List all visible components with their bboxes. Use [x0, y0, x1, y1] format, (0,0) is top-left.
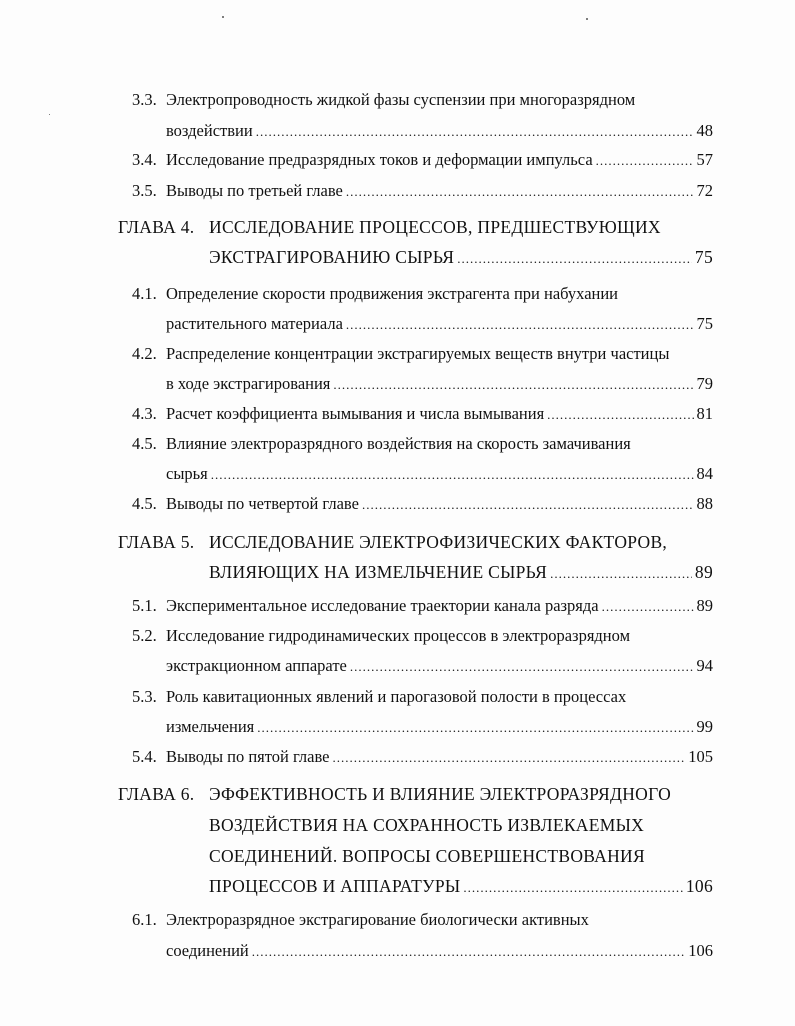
- page-number: 48: [696, 121, 713, 140]
- toc-entry-6-1-title-cont: соединений: [166, 941, 249, 960]
- chapter-6-entry[interactable]: [209, 875, 713, 899]
- chapter-4-label: ГЛАВА 4.: [118, 217, 195, 237]
- chapter-5-label: ГЛАВА 5.: [118, 532, 195, 552]
- toc-entry-4-5b[interactable]: [166, 494, 713, 515]
- toc-entry-4-1-number: 4.1.: [132, 284, 157, 303]
- toc-entry-5-2-title: Исследование гидродинамических процессов в электроразрядном: [166, 626, 631, 645]
- toc-entry-5-1-title: Экспериментальное исследование траектории канала разряда: [166, 596, 599, 615]
- page-number: 106: [688, 941, 713, 960]
- toc-entry-3-4[interactable]: [166, 150, 713, 171]
- toc-entry-3-5[interactable]: [166, 181, 713, 202]
- chapter-6-label: ГЛАВА 6.: [118, 784, 195, 804]
- toc-entry-6-1-number: 6.1.: [132, 910, 157, 929]
- dot-leader: [211, 465, 694, 485]
- toc-entry-4-5a-number: 4.5.: [132, 434, 157, 453]
- toc-entry-5-1[interactable]: [166, 596, 713, 617]
- toc-entry-5-3[interactable]: [166, 717, 713, 738]
- dot-leader: [550, 563, 692, 585]
- dot-leader: [256, 122, 694, 142]
- dot-leader: [252, 942, 686, 962]
- chapter-4-title-cont: ЭКСТРАГИРОВАНИЮ СЫРЬЯ: [209, 247, 455, 267]
- toc-entry-5-2[interactable]: [166, 656, 713, 677]
- toc-entry-4-5a-title-cont: сырья: [166, 464, 208, 483]
- dot-leader: [332, 748, 685, 768]
- page-number: 99: [696, 717, 713, 736]
- page-number: 84: [696, 464, 713, 483]
- dot-leader: [463, 877, 682, 899]
- toc-entry-5-4[interactable]: [166, 747, 713, 768]
- toc-entry-4-1[interactable]: [166, 314, 713, 335]
- toc-entry-3-3-title: Электропроводность жидкой фазы суспензии при многоразрядном: [166, 90, 636, 109]
- scan-speck: [49, 114, 50, 115]
- page-number: 72: [696, 181, 713, 200]
- toc-entry-5-4-title: Выводы по пятой главе: [166, 747, 330, 766]
- dot-leader: [547, 405, 693, 425]
- page-number: 106: [685, 876, 713, 896]
- toc-entry-3-5-title: Выводы по третьей главе: [166, 181, 343, 200]
- toc-entry-3-4-number: 3.4.: [132, 150, 157, 169]
- toc-entry-5-2-title-cont: экстракционном аппарате: [166, 656, 347, 675]
- chapter-5-entry[interactable]: [209, 561, 713, 585]
- toc-entry-5-4-number: 5.4.: [132, 747, 157, 766]
- chapter-5-title-cont: ВЛИЯЮЩИХ НА ИЗМЕЛЬЧЕНИЕ СЫРЬЯ: [209, 562, 548, 582]
- toc-entry-5-3-title-cont: измельчения: [166, 717, 255, 736]
- page-number: 75: [696, 314, 713, 333]
- page-number: 89: [696, 596, 713, 615]
- chapter-4-title: ИССЛЕДОВАНИЕ ПРОЦЕССОВ, ПРЕДШЕСТВУЮЩИХ: [209, 217, 661, 237]
- toc-entry-4-2-title-cont: в ходе экстрагирования: [166, 374, 331, 393]
- dot-leader: [346, 315, 694, 335]
- toc-entry-3-5-number: 3.5.: [132, 181, 157, 200]
- page-number: 94: [696, 656, 713, 675]
- toc-entry-5-1-number: 5.1.: [132, 596, 157, 615]
- page-number: 79: [696, 374, 713, 393]
- toc-entry-4-5b-number: 4.5.: [132, 494, 157, 513]
- page-number: 88: [696, 494, 713, 513]
- toc-entry-4-2[interactable]: [166, 374, 713, 395]
- page-number: 89: [694, 562, 713, 582]
- toc-entry-4-3-number: 4.3.: [132, 404, 157, 423]
- scan-speck: [222, 16, 224, 18]
- page-number: 57: [696, 150, 713, 169]
- toc-entry-3-3[interactable]: [166, 121, 713, 142]
- toc-entry-5-3-number: 5.3.: [132, 687, 157, 706]
- chapter-6-title-line3: СОЕДИНЕНИЙ. ВОПРОСЫ СОВЕРШЕНСТВОВАНИЯ: [209, 846, 645, 866]
- dot-leader: [602, 597, 694, 617]
- page-number: 105: [688, 747, 713, 766]
- toc-entry-6-1-title: Электроразрядное экстрагирование биологически активных: [166, 910, 589, 929]
- chapter-6-title: ЭФФЕКТИВНОСТЬ И ВЛИЯНИЕ ЭЛЕКТРОРАЗРЯДНОГО: [209, 784, 672, 804]
- toc-entry-4-1-title: Определение скорости продвижения экстрагента при набухании: [166, 284, 619, 303]
- dot-leader: [596, 151, 694, 171]
- toc-entry-3-3-title-cont: воздействии: [166, 121, 253, 140]
- scan-speck: [586, 18, 588, 20]
- dot-leader: [257, 718, 693, 738]
- toc-entry-4-5b-title: Выводы по четвертой главе: [166, 494, 359, 513]
- dot-leader: [362, 495, 694, 515]
- toc-entry-4-2-number: 4.2.: [132, 344, 157, 363]
- chapter-5-title: ИССЛЕДОВАНИЕ ЭЛЕКТРОФИЗИЧЕСКИХ ФАКТОРОВ,: [209, 532, 668, 552]
- toc-entry-4-1-title-cont: растительного материала: [166, 314, 343, 333]
- dot-leader: [457, 248, 692, 270]
- chapter-6-title-cont: ПРОЦЕССОВ И АППАРАТУРЫ: [209, 876, 461, 896]
- toc-entry-4-3[interactable]: [166, 404, 713, 425]
- toc-entry-4-5a[interactable]: [166, 464, 713, 485]
- dot-leader: [346, 182, 694, 202]
- dot-leader: [333, 375, 693, 395]
- toc-entry-5-3-title: Роль кавитационных явлений и парогазовой полости в процессах: [166, 687, 627, 706]
- page-number: 81: [696, 404, 713, 423]
- toc-entry-4-2-title: Распределение концентрации экстрагируемых веществ внутри частицы: [166, 344, 670, 363]
- toc-entry-5-2-number: 5.2.: [132, 626, 157, 645]
- toc-entry-3-3-number: 3.3.: [132, 90, 157, 109]
- toc-entry-3-4-title: Исследование предразрядных токов и деформации импульса: [166, 150, 593, 169]
- page-number: 75: [694, 247, 713, 267]
- chapter-4-entry[interactable]: [209, 246, 713, 270]
- dot-leader: [350, 657, 694, 677]
- toc-entry-4-3-title: Расчет коэффициента вымывания и числа вымывания: [166, 404, 545, 423]
- toc-entry-4-5a-title: Влияние электроразрядного воздействия на скорость замачивания: [166, 434, 631, 453]
- chapter-6-title-line2: ВОЗДЕЙСТВИЯ НА СОХРАННОСТЬ ИЗВЛЕКАЕМЫХ: [209, 815, 645, 835]
- toc-entry-6-1[interactable]: [166, 941, 713, 962]
